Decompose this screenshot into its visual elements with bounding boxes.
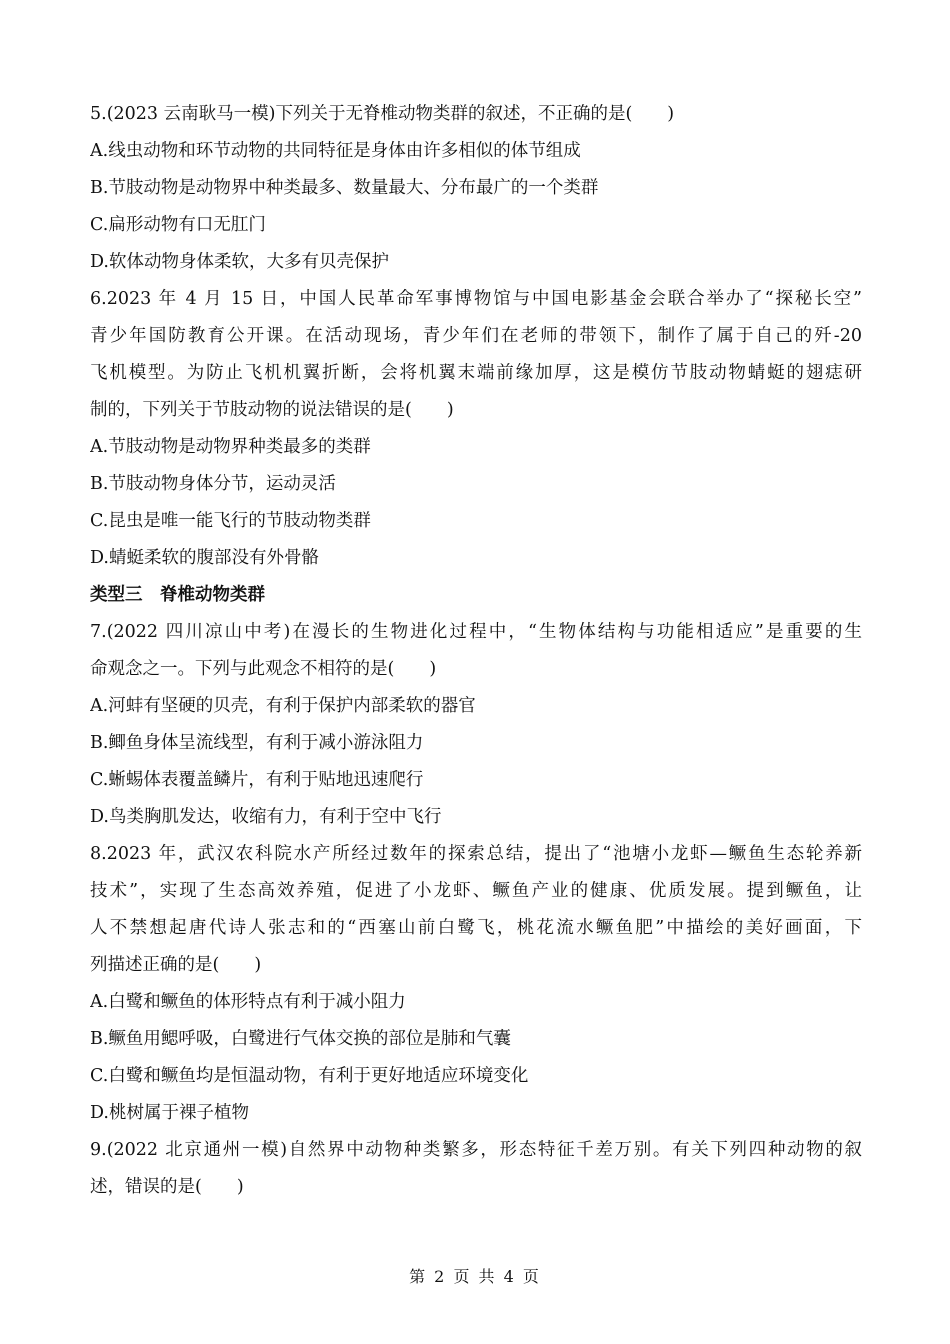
question-stem-line: 青少年国防教育公开课。在活动现场，青少年们在老师的带领下，制作了属于自己的歼-20 — [90, 326, 862, 346]
option-a: A.节肢动物是动物界种类最多的类群 — [90, 437, 371, 457]
option-b: B.鳜鱼用鳃呼吸，白鹭进行气体交换的部位是肺和气囊 — [90, 1029, 511, 1049]
question-5 — [90, 96, 862, 281]
question-stem: 5.(2023 云南耿马一模)下列关于无脊椎动物类群的叙述，不正确的是( ) — [90, 104, 675, 124]
question-stem-line: 人不禁想起唐代诗人张志和的“西塞山前白鹭飞，桃花流水鳜鱼肥”中描绘的美好画面，下 — [90, 918, 862, 938]
option-d: D.软体动物身体柔软，大多有贝壳保护 — [90, 252, 389, 272]
question-stem-line: 述，错误的是( ) — [90, 1177, 244, 1197]
question-stem-line: 8.2023 年，武汉农科院水产所经过数年的探索总结，提出了“池塘小龙虾—鳜鱼生态轮养新 — [90, 844, 862, 864]
question-stem-line: 9.(2022 北京通州一模)自然界中动物种类繁多，形态特征千差万别。有关下列四种动物的叙 — [90, 1140, 862, 1160]
question-stem-line: 6.2023 年 4 月 15 日，中国人民革命军事博物馆与中国电影基金会联合举办了“探秘长空” — [90, 289, 862, 309]
section-heading: 类型三 脊椎动物类群 — [90, 585, 265, 605]
question-stem-line: 飞机模型。为防止飞机机翼折断，会将机翼末端前缘加厚，这是模仿节肢动物蜻蜓的翅痣研 — [90, 363, 862, 383]
option-a: A.线虫动物和环节动物的共同特征是身体由许多相似的体节组成 — [90, 141, 581, 161]
option-c: C.白鹭和鳜鱼均是恒温动物，有利于更好地适应环境变化 — [90, 1066, 529, 1086]
option-c: C.昆虫是唯一能飞行的节肢动物类群 — [90, 511, 371, 531]
question-6 — [90, 281, 862, 577]
question-stem-line: 制的，下列关于节肢动物的说法错误的是( ) — [90, 400, 454, 420]
option-c: C.扁形动物有口无肛门 — [90, 215, 266, 235]
question-stem-line: 技术”，实现了生态高效养殖，促进了小龙虾、鳜鱼产业的健康、优质发展。提到鳜鱼，让 — [90, 881, 862, 901]
document-page — [90, 96, 862, 1206]
option-b: B.鲫鱼身体呈流线型，有利于减小游泳阻力 — [90, 733, 424, 753]
option-d: D.鸟类胸肌发达，收缩有力，有利于空中飞行 — [90, 807, 442, 827]
page-number-footer: 第 2 页 共 4 页 — [409, 1267, 541, 1286]
question-stem-line: 列描述正确的是( ) — [90, 955, 262, 975]
option-d: D.桃树属于裸子植物 — [90, 1103, 249, 1123]
option-b: B.节肢动物身体分节，运动灵活 — [90, 474, 336, 494]
question-7 — [90, 614, 862, 836]
question-stem-line: 7.(2022 四川凉山中考)在漫长的生物进化过程中，“生物体结构与功能相适应”是重要的生 — [90, 622, 862, 642]
option-d: D.蜻蜓柔软的腹部没有外骨骼 — [90, 548, 319, 568]
question-9 — [90, 1132, 862, 1206]
question-8 — [90, 836, 862, 1132]
question-stem-line: 命观念之一。下列与此观念不相符的是( ) — [90, 659, 437, 679]
option-b: B.节肢动物是动物界中种类最多、数量最大、分布最广的一个类群 — [90, 178, 599, 198]
option-a: A.白鹭和鳜鱼的体形特点有利于减小阻力 — [90, 992, 406, 1012]
option-a: A.河蚌有坚硬的贝壳，有利于保护内部柔软的器官 — [90, 696, 476, 716]
option-c: C.蜥蜴体表覆盖鳞片，有利于贴地迅速爬行 — [90, 770, 424, 790]
